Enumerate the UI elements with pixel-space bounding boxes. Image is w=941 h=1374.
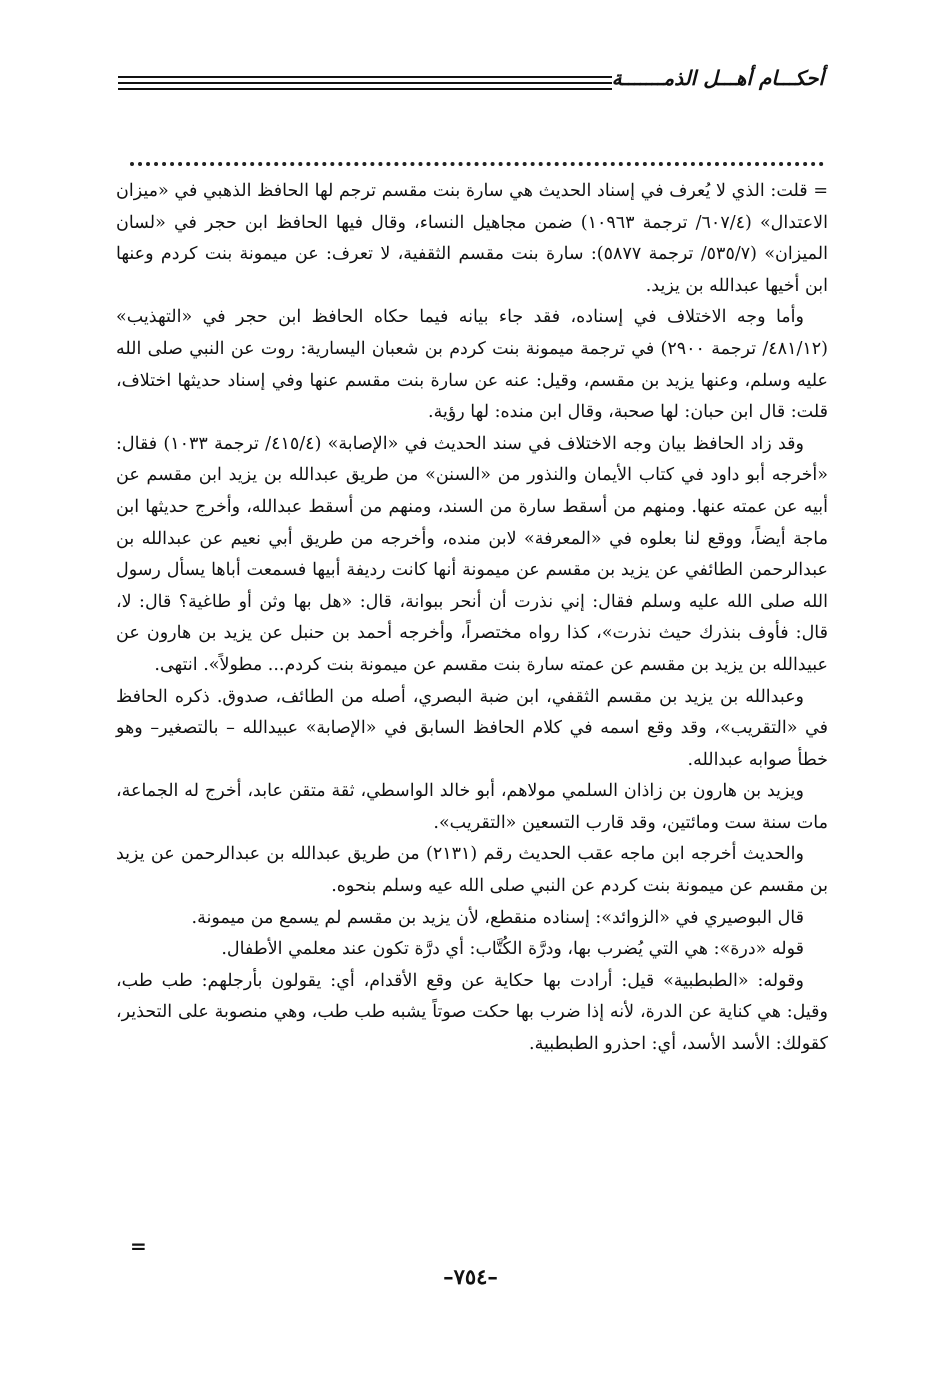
paragraph: قوله «درة»: هي التي يُضرب بها، ودرَّة الكُتَّاب: أي درَّة تكون عند معلمي الأطفال. bbox=[221, 939, 804, 960]
paragraph: وعبدالله بن يزيد بن مقسم الثقفي، ابن ضبة البصري، أصله من الطائف، صدوق. ذكره الحافظ في «التقريب»، وقد وقع اسمه في كلام الحافظ السابق في «الإصابة» عبيدالله – بالتصغير– وهو خطأ صوابه عبدالله. bbox=[116, 686, 828, 770]
footnote-separator bbox=[130, 150, 824, 166]
running-header bbox=[118, 66, 824, 98]
paragraph: وأما وجه الاختلاف في إسناده، فقد جاء بيانه فيما حكاه الحافظ ابن حجر في «التهذيب» (٤٨١/١٢/ ترجمة ٢٩٠٠) في ترجمة ميمونة بنت كردم بن شعبان اليسارية: روت عن النبي صلى الله عليه وسلم، وعنها يزيد بن مقسم، وقيل: عنه عن سارة بنت مقسم عنها وفي إسناد حديثها اختلاف، قلت: قال ابن حبان: لها صحبة، وقال ابن منده: لها رؤية. bbox=[116, 307, 828, 423]
header-rule bbox=[118, 88, 612, 90]
page-number: –٧٥٤– bbox=[443, 1264, 498, 1289]
paragraph: وقوله: «الطبطبية» قيل: أرادت بها حكاية عن وقع الأقدام، أي: يقولون بأرجلهم: طب طب، وقيل: هي كناية عن الدرة، لأنه إذا ضرب بها حكت صوتاً يشبه طب طب، وهي منصوبة على التحذير، كقولك: الأسد الأسد، أي: احذرو الطبطبية. bbox=[116, 970, 828, 1055]
paragraph: والحديث أخرجه ابن ماجه عقب الحديث رقم (٢١٣١) من طريق عبدالله بن عبدالرحمن عن يزيد بن مقسم عن ميمونة بنت كردم عن النبي صلى الله عيه وسلم بنحوه. bbox=[116, 844, 828, 897]
paragraph: ويزيد بن هارون بن زاذان السلمي مولاهم، أبو خالد الواسطي، ثقة متقن عابد، أخرج له الجماعة، مات سنة ست ومائتين، وقد قارب التسعين «التقريب». bbox=[116, 781, 828, 833]
paragraph: وقد زاد الحافظ بيان وجه الاختلاف في سند الحديث في «الإصابة» (٤١٥/٤/ ترجمة ١٠٣٣) فقال: «أخرجه أبو داود في كتاب الأيمان والنذور من «السنن» من طريق عبدالله بن يزيد ابن مقسم عن أبيه عن عمته عنها. ومنهم من أسقط سارة من السند، ومنهم من أسقط عبدالله، وأخرج حديثها ابن ماجة أيضاً، ووقع لنا بعلوه في «المعرفة» لابن منده، وأخرجه من طريق أبي نعيم عن عبدالله بن عبدالرحمن الطائفي عن يزيد بن مقسم عن ميمونة أنها كانت رديفة أبيها فسمعت أباها يسأل رسول الله صلى الله عليه وسلم فقال: إني نذرت أن أنحر ببوانة، قال: «هل بها وثن أو طاغية؟ قال: لا، قال: فأوف بنذرك حيث نذرت»، كذا رواه مختصراً، وأخرجه أحمد بن حنبل عن يزيد بن هارون عن عبيدالله بن يزيد بن مقسم عن عمته سارة بنت مقسم عن ميمونة بنت كردم... مطولاً». انتهى. bbox=[116, 433, 828, 675]
header-title: أحكـــام أهـــل الذمـــــــة bbox=[611, 66, 824, 90]
paragraph: = قلت: الذي لا يُعرف في إسناد الحديث هي سارة بنت مقسم ترجم لها الحافظ الذهبي في «ميزان الاعتدال» (٦٠٧/٤/ ترجمة ١٠٩٦٣) ضمن مجاهيل النساء، وقال فيها الحافظ ابن حجر في «لسان الميزان» (٥٣٥/٧/ ترجمة ٥٨٧٧): سارة بنت مقسم الثقفية، لا تعرف: عن ميمونة بنت كردم وعنها ابن أخيها عبدالله بن يزيد. bbox=[116, 181, 828, 296]
header-rule bbox=[118, 82, 612, 84]
header-rule bbox=[118, 76, 612, 78]
footnote-text bbox=[116, 176, 828, 1061]
paragraph: قال البوصيري في «الزوائد»: إسناده منقطع، لأن يزيد بن مقسم لم يسمع من ميمونة. bbox=[191, 907, 804, 928]
continuation-mark: = bbox=[130, 1234, 147, 1258]
